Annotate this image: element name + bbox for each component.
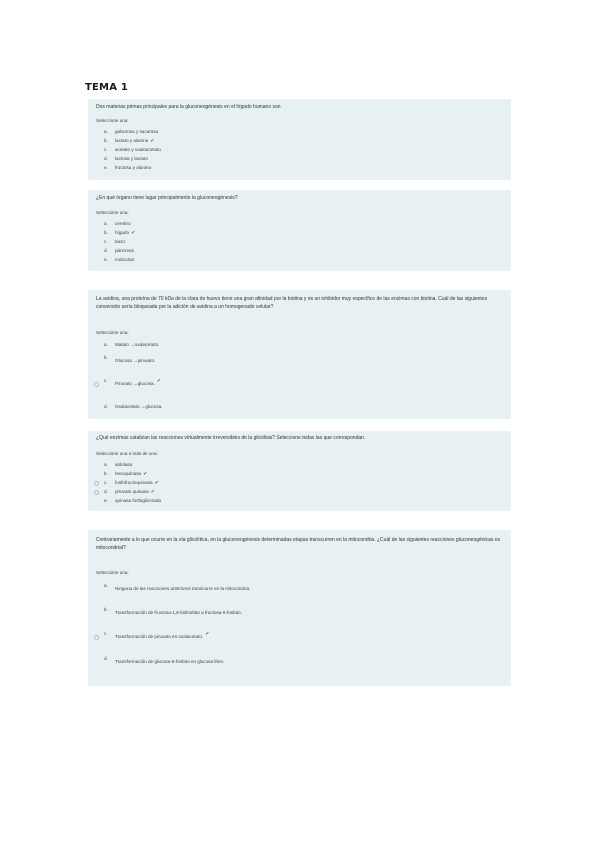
answer-option-b[interactable] xyxy=(104,355,156,363)
answer-option-d[interactable] xyxy=(104,489,155,495)
option-text: Glucosa →piruvato. xyxy=(115,358,156,363)
checkbox[interactable] xyxy=(94,481,99,486)
check-icon: ✔ xyxy=(150,138,155,144)
option-letter: a. xyxy=(104,462,108,467)
answer-option-a[interactable] xyxy=(104,221,131,226)
option-text: bazo xyxy=(115,239,125,244)
option-letter: d. xyxy=(104,656,108,661)
option-letter: a. xyxy=(104,221,108,226)
check-icon: ✔ xyxy=(156,378,162,384)
question-text: Contrariamente a lo que ocurre en la vía glicolítica, en la gluconeogénesis determinadas etapas transcurren en la mitocondria. ¿Cuál de las siguientes reacciones gluconeogénicas es mitocondrial? xyxy=(96,537,501,551)
answer-option-a[interactable] xyxy=(104,583,251,591)
answer-option-d[interactable] xyxy=(104,156,148,161)
question-card-4 xyxy=(88,431,511,511)
option-text: Transformación de fructosa-1,6-bisfosfato a fructosa-6-fosfato. xyxy=(115,610,242,615)
option-text: lactosa y lactato xyxy=(115,156,148,161)
check-icon: ✔ xyxy=(154,480,159,486)
option-letter: c. xyxy=(104,239,108,244)
select-prompt: Seleccione una o más de una: xyxy=(96,451,158,456)
option-letter: e. xyxy=(104,498,108,503)
option-letter: d. xyxy=(104,156,108,161)
option-text: cerebro xyxy=(115,221,131,226)
page-title: TEMA 1 xyxy=(85,82,128,93)
answer-option-d[interactable] xyxy=(104,404,163,409)
option-text: quinasa fosfoglicerada xyxy=(115,498,161,503)
option-text: lactato y alanina xyxy=(115,138,149,143)
answer-option-c[interactable] xyxy=(104,239,125,244)
question-card-2 xyxy=(88,190,511,271)
answer-option-a[interactable] xyxy=(104,129,158,134)
question-text: Dos materias primas principales para la gluconeogénesis en el hígado humano son xyxy=(96,104,281,110)
answer-option-c[interactable] xyxy=(104,480,159,486)
check-icon: ✔ xyxy=(205,631,210,637)
option-letter: a. xyxy=(104,129,108,134)
option-letter: b. xyxy=(104,471,108,476)
option-text: Malato →oxalacetato. xyxy=(115,342,160,347)
option-letter: d. xyxy=(104,404,108,409)
option-text: fructosa y alanina xyxy=(115,165,152,170)
option-text: páncreas xyxy=(115,248,134,253)
answer-option-c[interactable] xyxy=(104,147,161,152)
option-letter: b. xyxy=(104,355,108,360)
answer-option-b[interactable] xyxy=(104,471,147,477)
answer-option-d[interactable] xyxy=(104,656,225,664)
check-icon: ✔ xyxy=(131,230,136,236)
option-letter: c. xyxy=(104,480,108,485)
option-text: Ninguna de las reacciones anteriores transcurre en la mitocondria. xyxy=(115,586,251,591)
option-text: galactosa y sacarosa xyxy=(115,129,159,134)
question-text: ¿En qué órgano tiene lugar principalmente la gluconeogénesis? xyxy=(96,195,238,201)
option-text: Piruvato →glucosa. xyxy=(115,381,155,386)
answer-option-e[interactable] xyxy=(104,257,134,262)
check-icon: ✔ xyxy=(143,471,148,477)
answer-option-e[interactable] xyxy=(104,165,151,170)
option-text: piruvato quinasa xyxy=(115,489,149,494)
option-letter: e. xyxy=(104,257,108,262)
question-text: ¿Qué enzimas catalizan las reacciones virtualmente irreversibles de la glicólisis? Seleccione todas las que correspondan. xyxy=(96,435,366,441)
option-letter: a. xyxy=(104,342,108,347)
option-letter: e. xyxy=(104,165,108,170)
option-text: acetato y oxaloacetato xyxy=(115,147,161,152)
answer-option-d[interactable] xyxy=(104,248,134,253)
option-letter: b. xyxy=(104,138,108,143)
radio-button[interactable] xyxy=(94,635,99,640)
question-card-3 xyxy=(88,290,511,419)
option-letter: d. xyxy=(104,489,108,494)
option-text: hexoquinasa xyxy=(115,471,142,476)
option-letter: c. xyxy=(104,378,108,383)
answer-option-c[interactable] xyxy=(104,378,162,387)
option-text: fosfofructoquinasa xyxy=(115,480,153,485)
answer-option-e[interactable] xyxy=(104,498,161,503)
answer-option-b[interactable] xyxy=(104,230,135,236)
checkbox[interactable] xyxy=(94,490,99,495)
select-prompt: Seleccione una: xyxy=(96,118,129,123)
option-text: hígado xyxy=(115,230,130,235)
option-text: músculos xyxy=(115,257,135,262)
answer-option-a[interactable] xyxy=(104,462,132,467)
option-letter: b. xyxy=(104,607,108,612)
option-letter: c. xyxy=(104,147,108,152)
answer-option-c[interactable] xyxy=(104,631,210,640)
option-text: Oxalacetato →glucosa. xyxy=(115,404,163,409)
question-text: La avidina, una proteína de 70 kDa de la clara de huevo tiene una gran afinidad por la biotina y es un inhibidor muy específico de las enzimas con biotina. Cuál de las siguientes conversión sería bloqueada por la adición de avidina a un homogenado celular? xyxy=(96,296,488,310)
answer-option-a[interactable] xyxy=(104,342,159,347)
question-card-5 xyxy=(88,530,511,686)
radio-button[interactable] xyxy=(94,382,99,387)
option-letter: d. xyxy=(104,248,108,253)
check-icon: ✔ xyxy=(150,489,155,495)
select-prompt: Seleccione una: xyxy=(96,210,129,215)
option-text: Transformación de piruvato en oxalacetato. xyxy=(115,634,204,639)
option-text: Transformación de glucosa-6-fosfato en glucosa libre. xyxy=(115,659,225,664)
option-letter: b. xyxy=(104,230,108,235)
select-prompt: Seleccione una: xyxy=(96,330,129,335)
select-prompt: Seleccione una: xyxy=(96,570,129,575)
answer-option-b[interactable] xyxy=(104,138,154,144)
option-letter: c. xyxy=(104,631,108,636)
option-letter: a. xyxy=(104,583,108,588)
question-card-1 xyxy=(88,99,511,180)
answer-option-b[interactable] xyxy=(104,607,242,615)
option-text: aldolasa xyxy=(115,462,133,467)
